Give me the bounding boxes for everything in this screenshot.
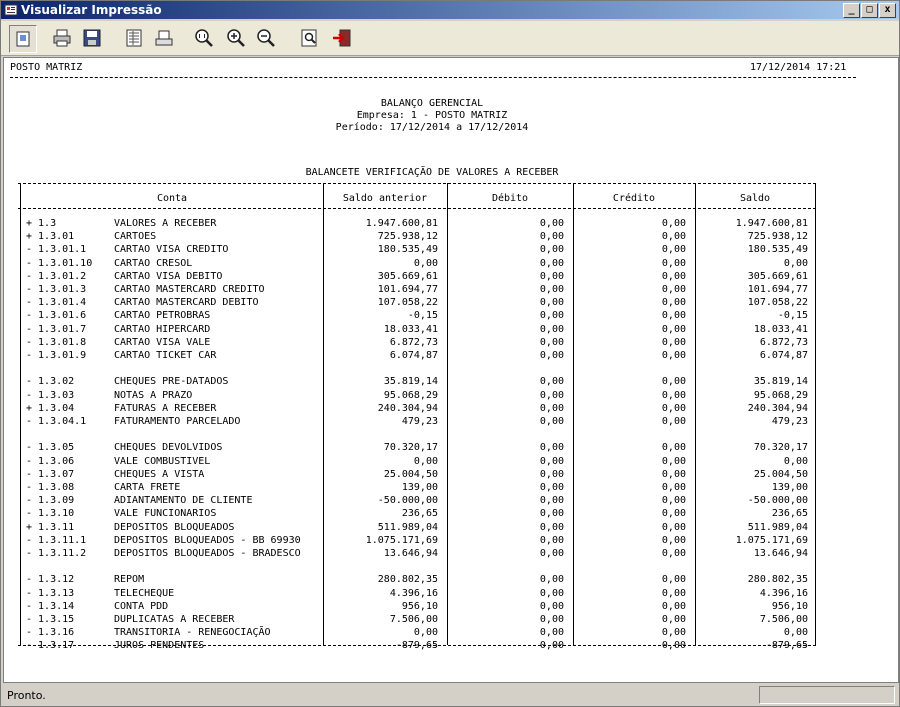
cell-code: - 1.3.01.4 [26,297,87,308]
cell-name: CONTA PDD [114,601,169,612]
cell-name: DEPOSITOS BLOQUEADOS - BRADESCO [114,548,301,559]
table-border-right [815,183,816,645]
find-icon [300,28,320,48]
cell-debito: 0,00 [539,337,564,348]
cell-saldo-anterior: 236,65 [401,508,438,519]
cell-saldo-anterior: 0,00 [413,258,438,269]
cell-debito: 0,00 [539,614,564,625]
cell-name: CARTAO VISA DEBITO [114,271,223,282]
floppy-icon [82,28,102,48]
cell-saldo-anterior: 139,00 [401,482,438,493]
cell-debito: 0,00 [539,258,564,269]
save-button[interactable] [81,27,103,49]
table-border-left [20,183,21,645]
cell-code: - 1.3.08 [26,482,75,493]
cell-saldo-anterior: 0,00 [413,627,438,638]
status-text: Pronto. [7,689,46,702]
cell-debito: 0,00 [539,535,564,546]
cell-code: - 1.3.11.1 [26,535,87,546]
cell-credito: 0,00 [661,218,686,229]
cell-credito: 0,00 [661,310,686,321]
cell-credito: 0,00 [661,614,686,625]
col-header-conta: Conta [156,193,188,204]
cell-credito: 0,00 [661,416,686,427]
cell-saldo: 1.075.171,69 [735,535,808,546]
cell-credito: 0,00 [661,574,686,585]
cell-name: DEPOSITOS BLOQUEADOS - BB 69930 [114,535,301,546]
cell-code: - 1.3.03 [26,390,75,401]
cell-debito: 0,00 [539,456,564,467]
col-divider-4 [695,183,696,645]
table-header-rule [18,208,816,209]
cell-saldo: 956,10 [771,601,808,612]
cell-saldo: 6.872,73 [759,337,808,348]
cell-debito: 0,00 [539,284,564,295]
cell-credito: 0,00 [661,324,686,335]
cell-saldo: 479,23 [771,416,808,427]
tray-button[interactable] [153,27,175,49]
cell-credito: 0,00 [661,376,686,387]
report-empresa: Empresa: 1 - POSTO MATRIZ [356,110,508,121]
cell-code: - 1.3.01.8 [26,337,87,348]
title-bar[interactable] [1,1,899,19]
window-title: Visualizar Impressão [21,3,162,17]
cell-debito: 0,00 [539,601,564,612]
cell-credito: 0,00 [661,627,686,638]
cell-debito: 0,00 [539,588,564,599]
cell-name: CARTOES [114,231,157,242]
cell-saldo: 25.004,50 [753,469,808,480]
report-periodo: Período: 17/12/2014 a 17/12/2014 [335,122,529,133]
col-header-credito: Crédito [612,193,656,204]
cell-credito: 0,00 [661,231,686,242]
cell-name: CARTAO PETROBRAS [114,310,211,321]
cell-name: CHEQUES PRE-DATADOS [114,376,229,387]
cell-saldo-anterior: 725.938,12 [377,231,438,242]
cell-debito: 0,00 [539,297,564,308]
cell-debito: 0,00 [539,324,564,335]
company-header: POSTO MATRIZ [10,62,83,73]
cell-code: - 1.3.01.7 [26,324,87,335]
cell-saldo: -0,15 [777,310,808,321]
cell-debito: 0,00 [539,469,564,480]
zoom-in-button[interactable] [225,27,247,49]
cell-code: - 1.3.14 [26,601,75,612]
cell-saldo: -50.000,00 [747,495,808,506]
cell-debito: 0,00 [539,416,564,427]
cell-saldo: 0,00 [783,456,808,467]
cell-saldo-anterior: 4.396,16 [389,588,438,599]
cell-debito: 0,00 [539,231,564,242]
app-icon [4,3,18,17]
cell-debito: 0,00 [539,218,564,229]
cell-code: - 1.3.01.10 [26,258,93,269]
cell-name: CARTAO TICKET CAR [114,350,217,361]
cell-saldo-anterior: -879,65 [395,640,438,651]
grid-button[interactable] [123,27,145,49]
cell-debito: 0,00 [539,403,564,414]
maximize-button[interactable]: □ [861,3,878,18]
cell-name: CARTA FRETE [114,482,181,493]
cell-code: - 1.3.01.3 [26,284,87,295]
cell-saldo-anterior: 13.646,94 [383,548,438,559]
cell-credito: 0,00 [661,258,686,269]
page-view-button[interactable] [9,25,37,53]
cell-code: - 1.3.01.6 [26,310,87,321]
cell-saldo: 95.068,29 [753,390,808,401]
cell-name: CHEQUES DEVOLVIDOS [114,442,223,453]
cell-code: - 1.3.01.2 [26,271,87,282]
cell-code: - 1.3.13 [26,588,75,599]
cell-saldo: 1.947.600,81 [735,218,808,229]
cell-saldo: 236,65 [771,508,808,519]
cell-name: CARTAO VISA CREDITO [114,244,229,255]
cell-saldo-anterior: 18.033,41 [383,324,438,335]
preview-area[interactable] [3,57,899,683]
cell-debito: 0,00 [539,271,564,282]
cell-name: VALE COMBUSTIVEL [114,456,211,467]
cell-saldo: 18.033,41 [753,324,808,335]
cell-code: - 1.3.02 [26,376,75,387]
cell-name: TELECHEQUE [114,588,175,599]
find-button[interactable] [299,27,321,49]
cell-saldo-anterior: 7.506,00 [389,614,438,625]
cell-saldo-anterior: 511.989,04 [377,522,438,533]
cell-code: - 1.3.01.9 [26,350,87,361]
zoom-out-icon [256,28,276,48]
cell-credito: 0,00 [661,469,686,480]
cell-saldo: 7.506,00 [759,614,808,625]
cell-code: + 1.3.11 [26,522,75,533]
cell-name: CHEQUES A VISTA [114,469,205,480]
cell-name: CARTAO HIPERCARD [114,324,211,335]
cell-code: - 1.3.16 [26,627,75,638]
cell-saldo: 139,00 [771,482,808,493]
cell-saldo: 107.058,22 [747,297,808,308]
cell-credito: 0,00 [661,601,686,612]
cell-saldo-anterior: 240.304,94 [377,403,438,414]
cell-name: CARTAO MASTERCARD CREDITO [114,284,265,295]
cell-code: - 1.3.01.1 [26,244,87,255]
cell-name: REPOM [114,574,145,585]
cell-saldo: 13.646,94 [753,548,808,559]
toolbar [1,21,899,56]
cell-saldo: 4.396,16 [759,588,808,599]
cell-debito: 0,00 [539,350,564,361]
cell-debito: 0,00 [539,495,564,506]
cell-credito: 0,00 [661,337,686,348]
cell-saldo-anterior: 107.058,22 [377,297,438,308]
cell-saldo-anterior: -0,15 [407,310,438,321]
cell-code: - 1.3.17 [26,640,75,651]
cell-credito: 0,00 [661,350,686,361]
cell-saldo-anterior: 35.819,14 [383,376,438,387]
cell-saldo-anterior: 70.320,17 [383,442,438,453]
cell-name: FATURAMENTO PARCELADO [114,416,241,427]
zoom-out-button[interactable] [255,27,277,49]
cell-credito: 0,00 [661,535,686,546]
cell-debito: 0,00 [539,390,564,401]
cell-saldo: 0,00 [783,627,808,638]
cell-saldo-anterior: 1.947.600,81 [365,218,438,229]
col-header-saldo: Saldo [739,193,771,204]
cell-debito: 0,00 [539,376,564,387]
cell-credito: 0,00 [661,271,686,282]
cell-credito: 0,00 [661,390,686,401]
cell-saldo: 240.304,94 [747,403,808,414]
cell-credito: 0,00 [661,456,686,467]
cell-name: CARTAO VISA VALE [114,337,211,348]
cell-code: - 1.3.06 [26,456,75,467]
col-header-debito: Débito [491,193,529,204]
cell-credito: 0,00 [661,495,686,506]
cell-saldo-anterior: 956,10 [401,601,438,612]
cell-credito: 0,00 [661,482,686,493]
cell-debito: 0,00 [539,442,564,453]
cell-credito: 0,00 [661,442,686,453]
cell-saldo: 725.938,12 [747,231,808,242]
cell-name: VALE FUNCIONARIOS [114,508,217,519]
printer-icon [52,28,72,48]
cell-saldo: 0,00 [783,258,808,269]
report-title: BALANÇO GERENCIAL [380,98,484,109]
zoom-fit-button[interactable] [193,27,215,49]
cell-credito: 0,00 [661,522,686,533]
cell-credito: 0,00 [661,508,686,519]
cell-debito: 0,00 [539,574,564,585]
cell-name: VALORES A RECEBER [114,218,217,229]
cell-code: - 1.3.10 [26,508,75,519]
table-bottom-rule [18,645,816,646]
col-divider-2 [447,183,448,645]
cell-debito: 0,00 [539,640,564,651]
cell-debito: 0,00 [539,482,564,493]
cell-saldo-anterior: 6.074,87 [389,350,438,361]
print-button[interactable] [51,27,73,49]
cell-saldo: 511.989,04 [747,522,808,533]
cell-saldo-anterior: 0,00 [413,456,438,467]
cell-saldo: 305.669,61 [747,271,808,282]
cell-name: DEPOSITOS BLOQUEADOS [114,522,235,533]
cell-name: JUROS PENDENTES [114,640,205,651]
cell-code: + 1.3 [26,218,57,229]
cell-saldo-anterior: 180.535,49 [377,244,438,255]
cell-code: - 1.3.09 [26,495,75,506]
cell-name: TRANSITORIA - RENEGOCIAÇÃO [114,627,271,638]
cell-saldo-anterior: 479,23 [401,416,438,427]
cell-code: - 1.3.05 [26,442,75,453]
report-subtitle: BALANCETE VERIFICAÇÃO DE VALORES A RECEBER [305,167,559,178]
cell-name: CARTAO CRESOL [114,258,193,269]
cell-saldo-anterior: -50.000,00 [377,495,438,506]
cell-code: + 1.3.04 [26,403,75,414]
cell-name: NOTAS A PRAZO [114,390,193,401]
col-divider-1 [323,183,324,645]
cell-credito: 0,00 [661,640,686,651]
cell-debito: 0,00 [539,522,564,533]
cell-name: DUPLICATAS A RECEBER [114,614,235,625]
exit-icon [332,28,352,48]
cell-saldo: 180.535,49 [747,244,808,255]
cell-debito: 0,00 [539,310,564,321]
cell-saldo-anterior: 101.694,77 [377,284,438,295]
cell-code: - 1.3.11.2 [26,548,87,559]
minimize-button[interactable]: _ [843,3,860,18]
cell-saldo-anterior: 25.004,50 [383,469,438,480]
cell-code: - 1.3.12 [26,574,75,585]
report-datetime: 17/12/2014 17:21 [750,62,847,73]
zoom-fit-icon [194,28,214,48]
cell-saldo: 101.694,77 [747,284,808,295]
cell-debito: 0,00 [539,244,564,255]
table-top-rule [18,183,816,184]
header-divider [10,77,856,78]
tray-icon [154,28,174,48]
grid-icon [124,28,144,48]
cell-name: ADIANTAMENTO DE CLIENTE [114,495,253,506]
cell-saldo-anterior: 95.068,29 [383,390,438,401]
cell-code: + 1.3.01 [26,231,75,242]
cell-saldo: 280.802,35 [747,574,808,585]
cell-code: - 1.3.04.1 [26,416,87,427]
cell-credito: 0,00 [661,244,686,255]
cell-debito: 0,00 [539,508,564,519]
cell-saldo: 70.320,17 [753,442,808,453]
cell-saldo: -879,65 [765,640,808,651]
status-bar [1,684,899,706]
cell-saldo-anterior: 1.075.171,69 [365,535,438,546]
cell-credito: 0,00 [661,548,686,559]
cell-saldo-anterior: 305.669,61 [377,271,438,282]
status-panel [759,686,895,704]
cell-saldo-anterior: 6.872,73 [389,337,438,348]
cell-credito: 0,00 [661,284,686,295]
exit-button[interactable] [331,27,353,49]
cell-code: - 1.3.07 [26,469,75,480]
cell-saldo: 35.819,14 [753,376,808,387]
zoom-in-icon [226,28,246,48]
col-header-saldo-anterior: Saldo anterior [342,193,428,204]
cell-name: CARTAO MASTERCARD DEBITO [114,297,259,308]
cell-credito: 0,00 [661,588,686,599]
cell-saldo-anterior: 280.802,35 [377,574,438,585]
page-icon [14,30,32,48]
col-divider-3 [573,183,574,645]
close-button[interactable]: x [879,3,896,18]
cell-name: FATURAS A RECEBER [114,403,217,414]
cell-debito: 0,00 [539,548,564,559]
cell-saldo: 6.074,87 [759,350,808,361]
cell-code: - 1.3.15 [26,614,75,625]
cell-credito: 0,00 [661,403,686,414]
cell-credito: 0,00 [661,297,686,308]
cell-debito: 0,00 [539,627,564,638]
